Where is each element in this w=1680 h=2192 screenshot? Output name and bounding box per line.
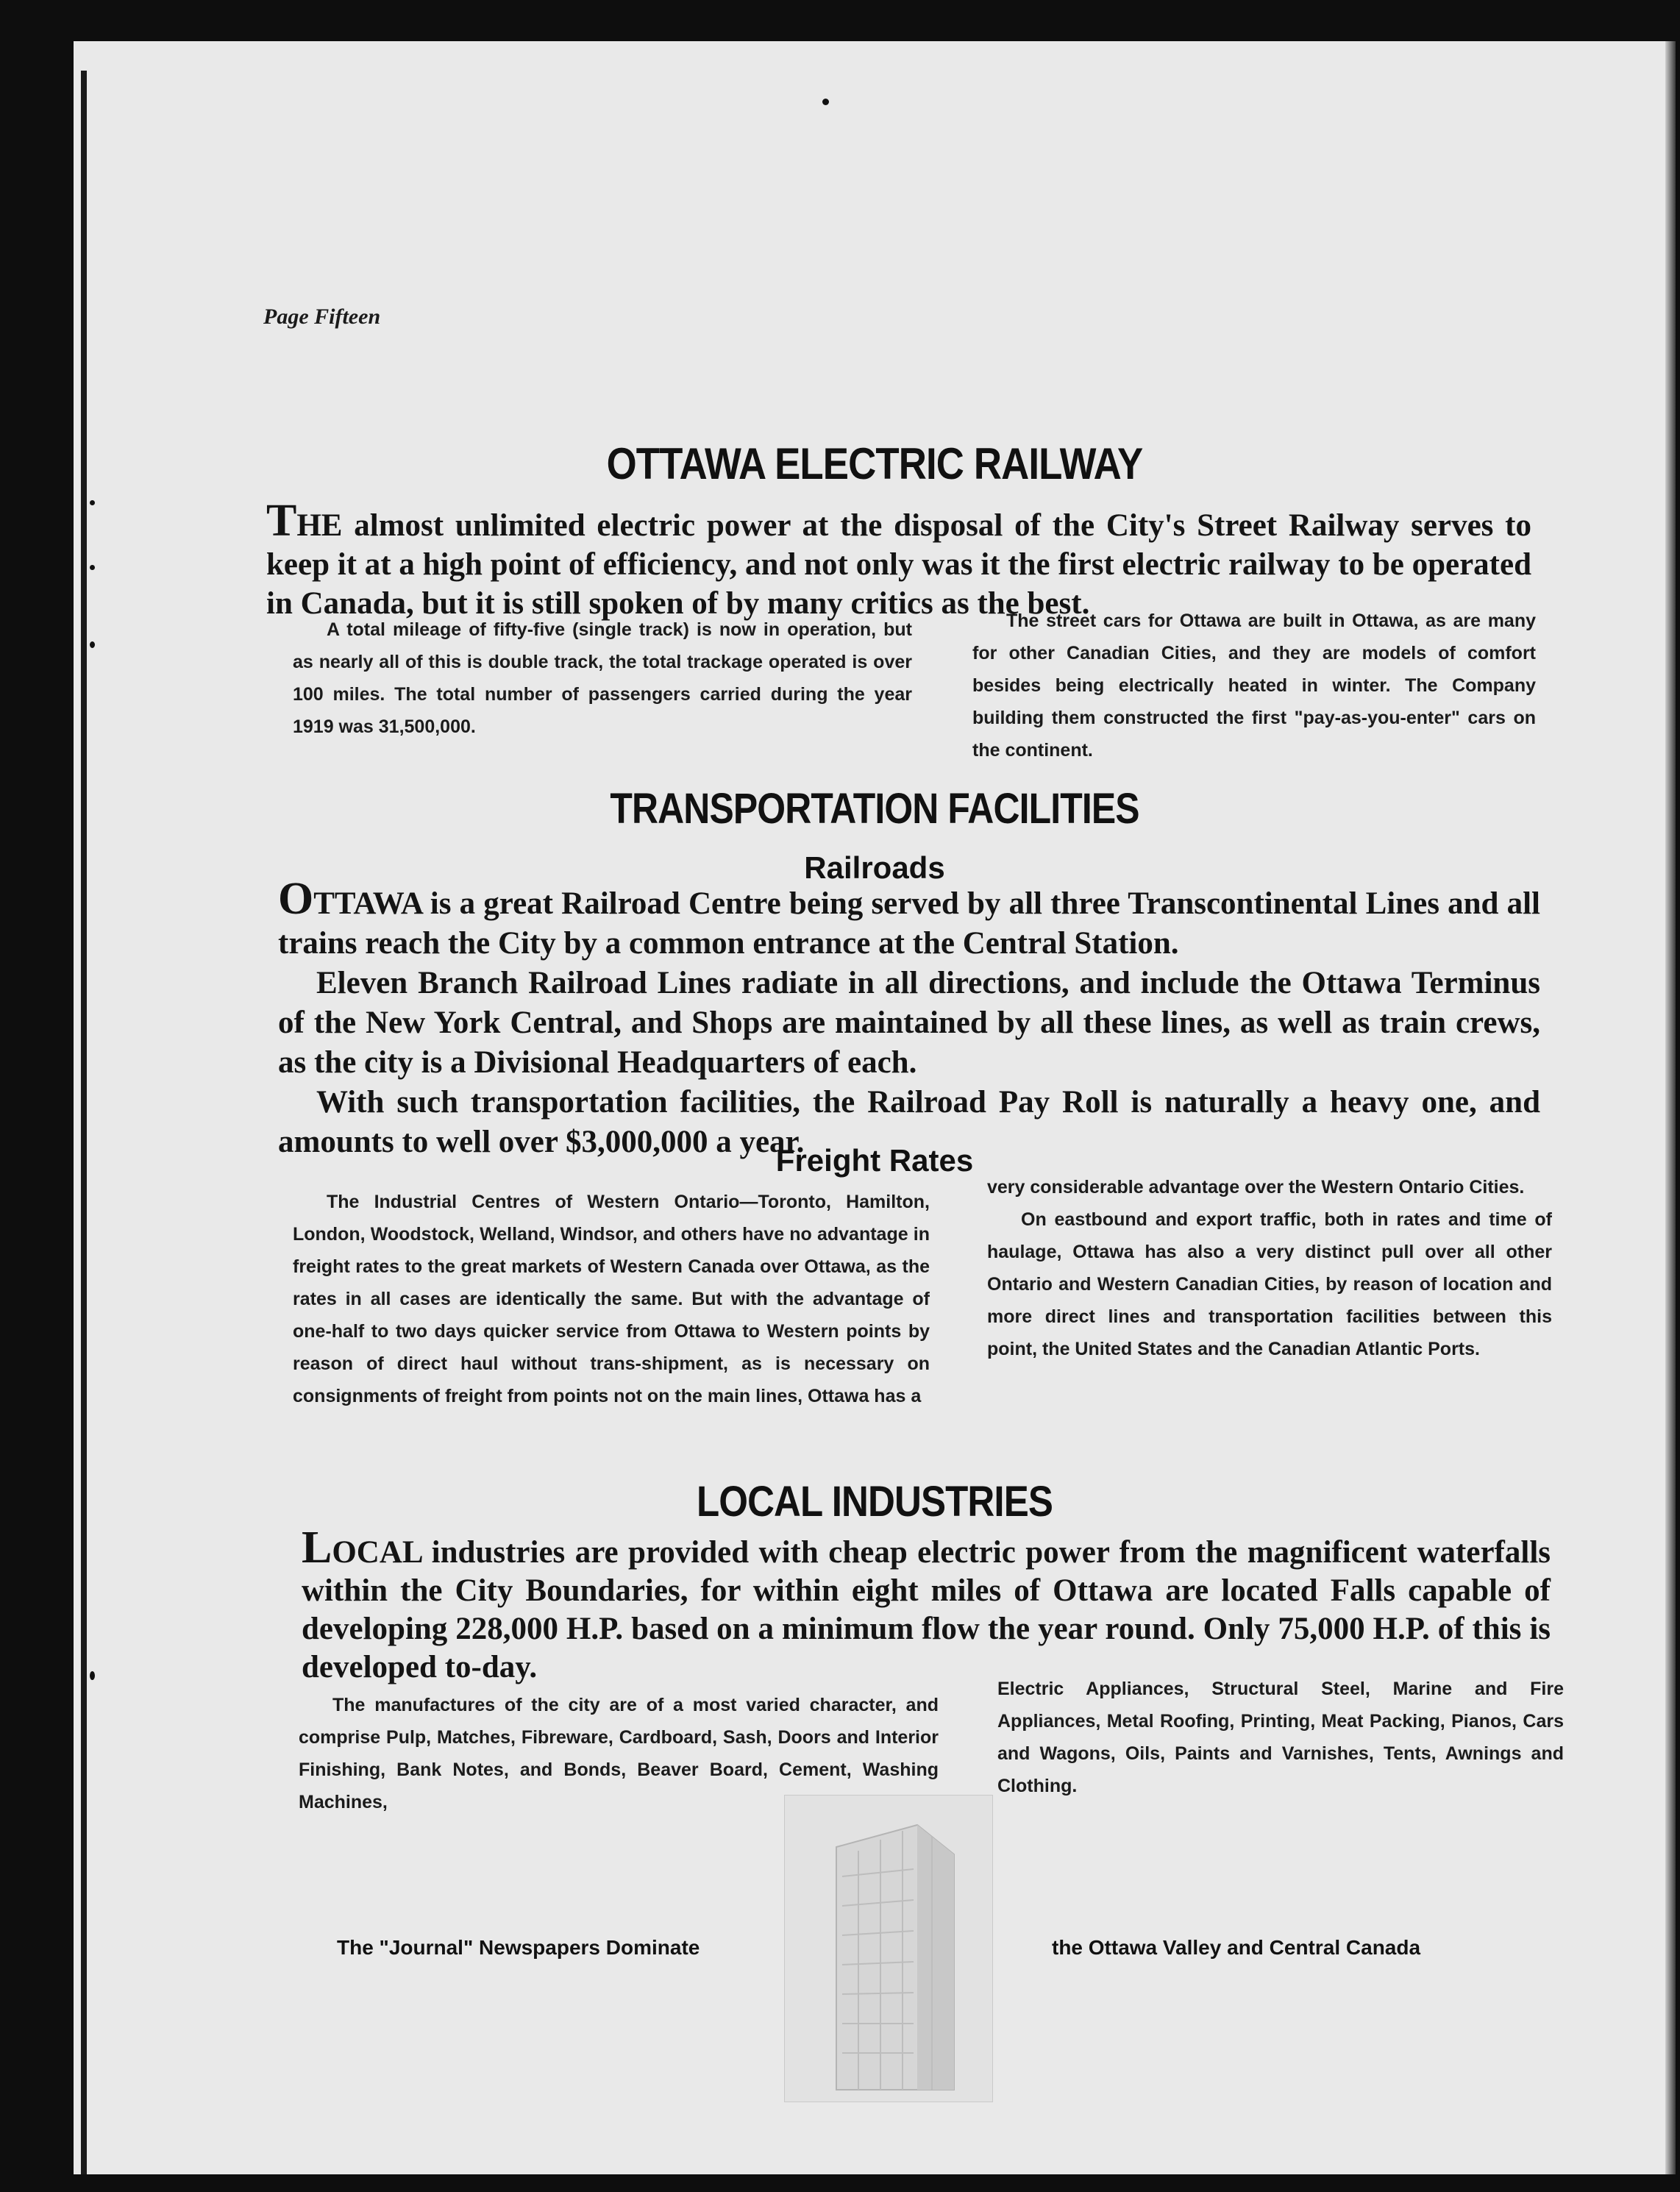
col-text: The street cars for Ottawa are built in Ottawa, as are many for other Canadian Cities, and they are models of comfort besides being electrically heated in winter. The Company building them constructed the first "pay-as-you-enter" cars on the continent. — [972, 611, 1536, 761]
col-text: The Industrial Centres of Western Ontario—Toronto, Hamilton, London, Woodstock, Welland, Windsor, and others have no advantage in freight rates to the great markets of Western Canada over Ottawa, as the rates in all cases are identically the same. But with the advantage of one-half to two days quicker service from Ottawa to Western points by reason of direct haul without trans-shipment, as is necessary on consignments of freight from points not on the main lines, Ottawa has a — [293, 1192, 930, 1406]
heading-electric-railway: OTTAWA ELECTRIC RAILWAY — [606, 439, 1143, 488]
lead-text: OCAL industries are provided with cheap electric power from the magnificent waterfalls within the City Boundaries, for within eight miles of Ottawa are located Falls capable of developing 228,000 H.P. based on a minimum flow the year round. Only 75,000 H.P. of this is developed to-day. — [302, 1535, 1551, 1684]
para-text: With such transportation facilities, the Railroad Pay Roll is naturally a heavy one, and amounts to well over $3,000,000 a year. — [278, 1085, 1540, 1159]
col-text: very considerable advantage over the Western Ontario Cities. — [987, 1177, 1525, 1198]
para-text: TTAWA is a great Railroad Centre being served by all three Transcontinental Lines and all trains reach the City by a common entrance at the Central Station. — [278, 886, 1540, 961]
footer-right: the Ottawa Valley and Central Canada — [1052, 1936, 1421, 1959]
railroads-text — [278, 874, 1540, 1162]
page-number: Page Fifteen — [263, 305, 381, 329]
freight-col-right — [987, 1171, 1552, 1365]
drop-cap: L — [302, 1523, 332, 1573]
binding-hole — [90, 565, 95, 570]
para-text: Eleven Branch Railroad Lines radiate in all directions, and include the Ottawa Terminus of the New York Central, and Shops are maintained by all these lines, as well as train crews, as the city is a Divisional Headquarters of each. — [278, 966, 1540, 1080]
print-speck — [822, 99, 829, 105]
drop-cap: T — [266, 496, 297, 546]
binding-edge — [81, 71, 87, 2174]
subheading-freight-rates: Freight Rates — [775, 1143, 974, 1178]
col-text: On eastbound and export traffic, both in rates and time of haulage, Ottawa has also a very distinct pull over all other Ontario and Western Canadian Cities, by reason of location and more direct lines and transportation facilities between this point, the United States and the Canadian Atlantic Ports. — [987, 1209, 1552, 1359]
electric-railway-col-right — [972, 605, 1536, 766]
col-text: Electric Appliances, Structural Steel, Marine and Fire Appliances, Metal Roofing, Printing, Meat Packing, Pianos, Cars and Wagons, Oils, Paints and Varnishes, Tents, Awnings and Clothing. — [997, 1679, 1564, 1796]
footer-left: The "Journal" Newspapers Dominate — [337, 1936, 700, 1959]
heading-transportation: TRANSPORTATION FACILITIES — [610, 785, 1139, 833]
binding-hole — [90, 641, 95, 648]
subheading-railroads: Railroads — [804, 850, 945, 885]
building-illustration — [784, 1795, 993, 2102]
freight-col-left — [293, 1186, 930, 1412]
industries-col-right — [997, 1673, 1564, 1802]
col-text: The manufactures of the city are of a most varied character, and comprise Pulp, Matches, Fibreware, Cardboard, Sash, Doors and Interior Finishing, Bank Notes, and Bonds, Beaver Board, Cement, Washing Machines, — [299, 1695, 939, 1812]
binding-hole — [90, 500, 95, 505]
building-drawing — [785, 1796, 992, 2102]
heading-local-industries: LOCAL INDUSTRIES — [696, 1478, 1053, 1526]
col-text: A total mileage of fifty-five (single track) is now in operation, but as nearly all of this is double track, the total trackage operated is over 100 miles. The total number of passengers carried during the year 1919 was 31,500,000. — [293, 619, 912, 737]
lead-text: HE almost unlimited electric power at the disposal of the City's Street Railway serves to keep it at a high point of efficiency, and not only was it the first electric railway to be operated in Canada, but it is still spoken of by many critics as the best. — [266, 508, 1531, 621]
document-page — [74, 41, 1676, 2174]
page-edge-shadow — [1665, 41, 1676, 2174]
drop-cap: O — [278, 874, 314, 924]
binding-hole — [90, 1671, 95, 1680]
electric-railway-col-left — [293, 613, 912, 743]
local-industries-lead — [302, 1523, 1551, 1687]
